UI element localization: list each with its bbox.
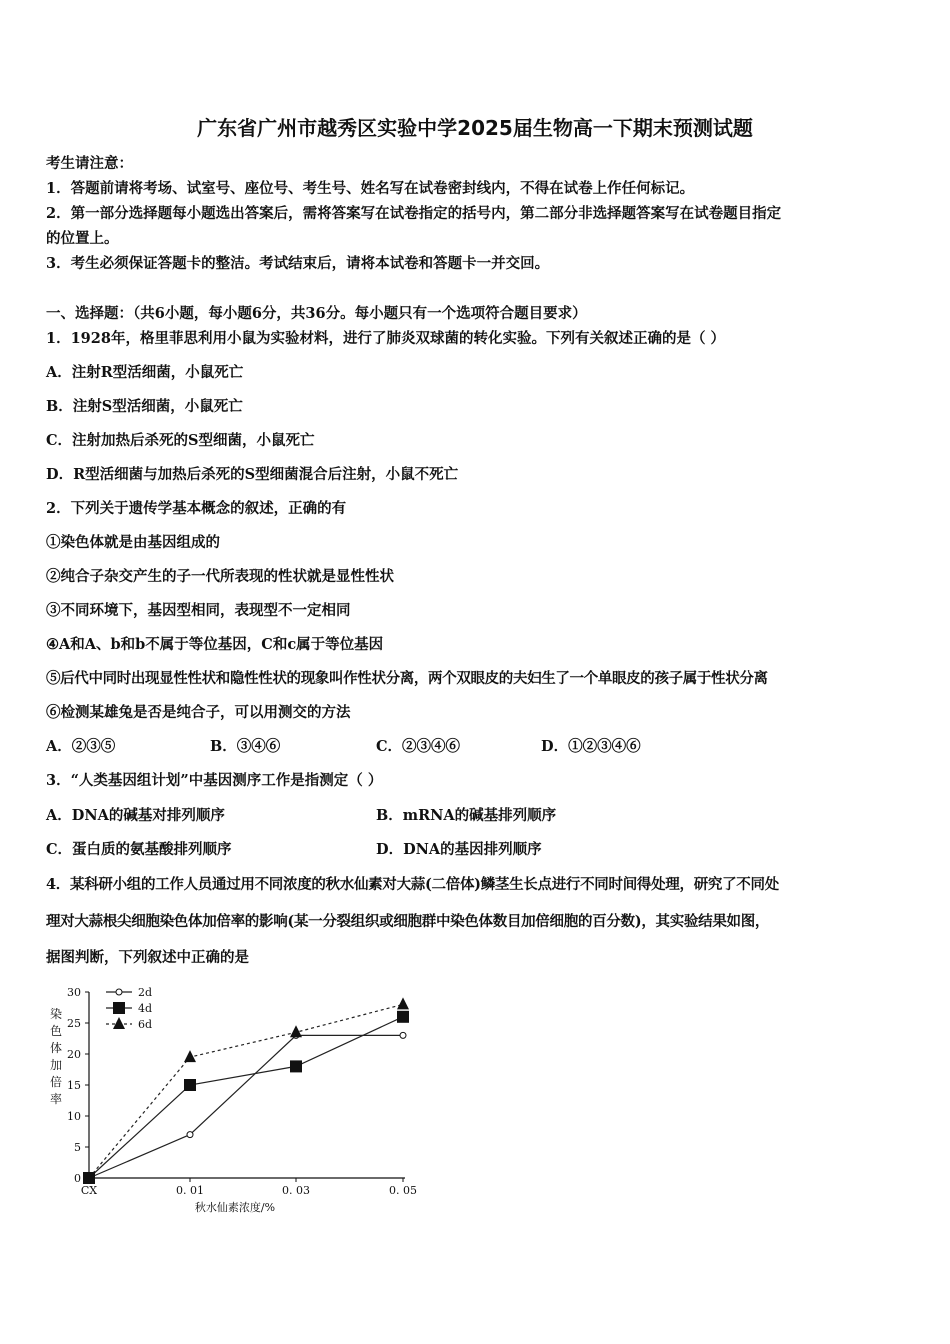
notice-item: 的位置上。 <box>46 230 119 247</box>
data-point-2d <box>400 1032 406 1038</box>
line-chart <box>40 980 440 1220</box>
q2-item: ③不同环境下，基因型相同，表现型不一定相同 <box>46 602 351 619</box>
q2-option-b: B．③④⑥ <box>210 738 281 755</box>
y-axis-label-char: 加 <box>49 1058 63 1072</box>
q3-option-a: A．DNA的碱基对排列顺序 <box>46 807 225 824</box>
q3-option-b: B．mRNA的碱基排列顺序 <box>376 807 557 824</box>
q2-option-a: A．②③⑤ <box>46 738 116 755</box>
y-axis-label-char: 色 <box>49 1024 63 1038</box>
notice-heading: 考生请注意： <box>46 155 133 172</box>
legend-marker-6d <box>113 1017 125 1029</box>
data-point-4d <box>397 1011 409 1023</box>
q3-option-d: D．DNA的基因排列顺序 <box>376 841 542 858</box>
q1-option-a: A．注射R型活细菌，小鼠死亡 <box>46 364 244 381</box>
x-axis-label: 秋水仙素浓度/% <box>194 1201 276 1214</box>
y-tick-label: 10 <box>67 1110 81 1123</box>
q2-option-d: D．①②③④⑥ <box>541 738 641 755</box>
q1-option-b: B．注射S型活细菌，小鼠死亡 <box>46 398 243 415</box>
q2-item: ②纯合子杂交产生的子一代所表现的性状就是显性性状 <box>46 568 394 585</box>
q2-item: ⑥检测某雄兔是否是纯合子，可以用测交的方法 <box>46 704 351 721</box>
page-title: 广东省广州市越秀区实验中学2025届生物高一下期末预测试题 <box>197 116 753 140</box>
legend-marker-2d <box>116 989 122 995</box>
q4-stem-line: 据图判断，下列叙述中正确的是 <box>46 949 249 966</box>
q1-option-c: C．注射加热后杀死的S型细菌，小鼠死亡 <box>46 432 315 449</box>
series-line-2d <box>89 1035 403 1178</box>
legend-label: 4d <box>138 1002 153 1015</box>
data-point-6d <box>397 997 409 1009</box>
data-point-4d <box>184 1079 196 1091</box>
q2-option-c: C．②③④⑥ <box>376 738 461 755</box>
y-axis-label-char: 体 <box>49 1041 63 1055</box>
q3-option-c: C．蛋白质的氨基酸排列顺序 <box>46 841 232 858</box>
notice-item: 1．答题前请将考场、试室号、座位号、考生号、姓名写在试卷密封线内，不得在试卷上作任何标记。 <box>46 180 695 197</box>
y-axis-label-char: 率 <box>49 1092 63 1106</box>
y-tick-label: 0 <box>74 1172 81 1185</box>
legend-label: 2d <box>138 986 153 999</box>
q4-stem-line: 理对大蒜根尖细胞染色体加倍率的影响(某一分裂组织或细胞群中染色体数目加倍细胞的百分数)，其实验结果如图， <box>46 913 770 930</box>
y-tick-label: 5 <box>74 1141 81 1154</box>
q2-item: ④A和A、b和b不属于等位基因，C和c属于等位基因 <box>46 636 384 653</box>
data-point-4d <box>290 1060 302 1072</box>
series-line-6d <box>89 1004 403 1178</box>
y-axis-label-char: 染 <box>49 1007 63 1021</box>
y-tick-label: 25 <box>67 1017 81 1030</box>
y-axis-label-char: 倍 <box>49 1075 63 1089</box>
q4-stem-line: 4．某科研小组的工作人员通过用不同浓度的秋水仙素对大蒜(二倍体)鳞茎生长点进行不同时间得处理，研究了不同处 <box>46 876 779 893</box>
legend-label: 6d <box>138 1018 153 1031</box>
q1-option-d: D．R型活细菌与加热后杀死的S型细菌混合后注射，小鼠不死亡 <box>46 466 459 483</box>
x-tick-label: CX <box>80 1184 98 1197</box>
data-point-2d <box>187 1132 193 1138</box>
series-line-4d <box>89 1017 403 1178</box>
legend-marker-4d <box>113 1002 125 1014</box>
y-tick-label: 15 <box>67 1079 81 1092</box>
section-heading: 一、选择题：（共6小题，每小题6分，共36分。每小题只有一个选项符合题目要求） <box>46 305 587 322</box>
y-tick-label: 20 <box>67 1048 81 1061</box>
q2-item: ①染色体就是由基因组成的 <box>46 534 220 551</box>
q2-item: ⑤后代中同时出现显性性状和隐性性状的现象叫作性状分离，两个双眼皮的夫妇生了一个单眼皮的孩子属于性状分离 <box>46 670 768 687</box>
x-tick-label: 0. 05 <box>389 1184 417 1197</box>
q2-stem: 2．下列关于遗传学基本概念的叙述，正确的有 <box>46 500 347 517</box>
q3-stem: 3．“人类基因组计划”中基因测序工作是指测定（ ） <box>46 772 383 789</box>
q1-stem: 1．1928年，格里菲思利用小鼠为实验材料，进行了肺炎双球菌的转化实验。下列有关叙述正确的是（ ） <box>46 330 725 347</box>
notice-item: 3．考生必须保证答题卡的整洁。考试结束后，请将本试卷和答题卡一并交回。 <box>46 255 550 272</box>
y-tick-label: 30 <box>67 986 81 999</box>
data-point-6d <box>184 1050 196 1062</box>
x-tick-label: 0. 01 <box>176 1184 204 1197</box>
x-tick-label: 0. 03 <box>282 1184 310 1197</box>
notice-item: 2．第一部分选择题每小题选出答案后，需将答案写在试卷指定的括号内，第二部分非选择题答案写在试卷题目指定 <box>46 205 782 222</box>
